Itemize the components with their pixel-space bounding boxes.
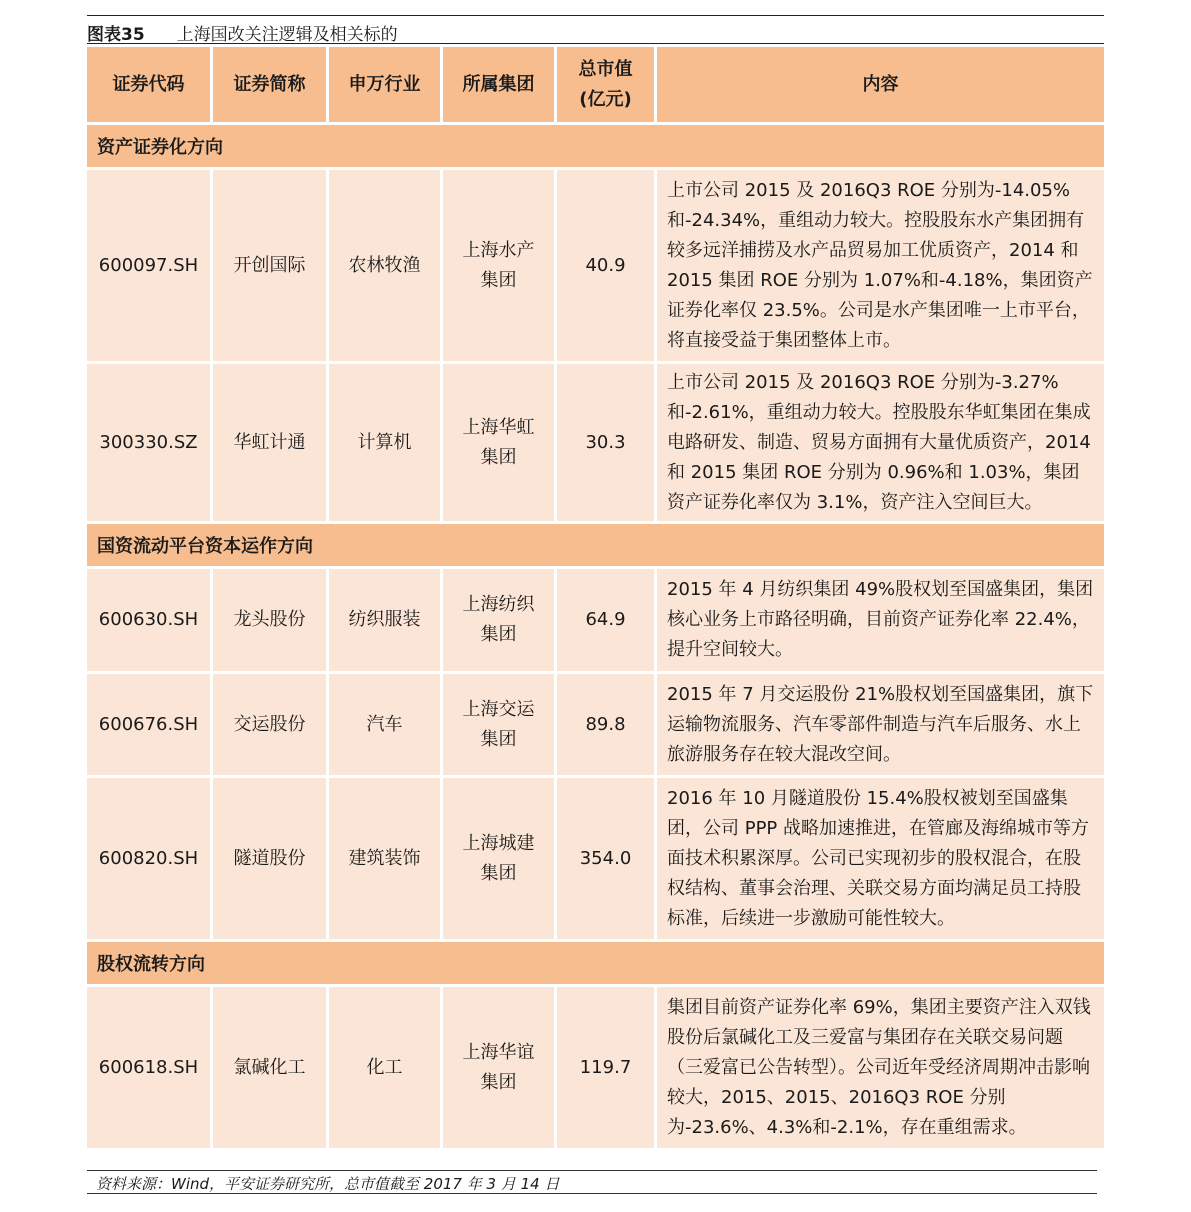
cell-name: 氯碱化工 — [213, 987, 326, 1148]
table-row — [87, 674, 1104, 775]
cell-code: 600820.SH — [87, 778, 210, 939]
header-industry: 申万行业 — [329, 47, 440, 122]
header-code: 证券代码 — [87, 47, 210, 122]
header-mv-line1: 总市值 — [578, 58, 633, 80]
cell-market-value: 64.9 — [557, 569, 654, 671]
group-line1: 上海水产 — [462, 239, 535, 261]
section-title: 资产证券化方向 — [87, 125, 1104, 167]
cell-group — [443, 170, 554, 361]
cell-market-value: 30.3 — [557, 364, 654, 521]
group-line2: 集团 — [480, 446, 517, 468]
table-row — [87, 778, 1104, 939]
table-row — [87, 987, 1104, 1148]
cell-code: 600097.SH — [87, 170, 210, 361]
group-line2: 集团 — [480, 1071, 517, 1093]
top-rule — [87, 15, 1104, 16]
group-line1: 上海华谊 — [462, 1041, 535, 1063]
group-line1: 上海交运 — [462, 698, 535, 720]
cell-name: 开创国际 — [213, 170, 326, 361]
cell-group — [443, 364, 554, 521]
cell-industry: 建筑装饰 — [329, 778, 440, 939]
group-line1: 上海纺织 — [462, 594, 535, 615]
cell-group — [443, 987, 554, 1148]
footnote-rule-top — [87, 1170, 1097, 1171]
cell-content: 2015 年 4 月纺织集团 49%股权划至国盛集团，集团核心业务上市路径明确，目前资产证券化率 22.4%，提升空间较大。 — [657, 569, 1104, 671]
section-title: 国资流动平台资本运作方向 — [87, 524, 1104, 566]
section-row — [87, 524, 1104, 566]
cell-name: 华虹计通 — [213, 364, 326, 521]
cell-market-value: 119.7 — [557, 987, 654, 1148]
group-line2: 集团 — [480, 269, 517, 291]
stock-table — [84, 44, 1107, 1151]
cell-code: 300330.SZ — [87, 364, 210, 521]
cell-name: 隧道股份 — [213, 778, 326, 939]
group-line2: 集团 — [480, 728, 517, 750]
header-name: 证券简称 — [213, 47, 326, 122]
cell-content: 上市公司 2015 及 2016Q3 ROE 分别为-14.05%和-24.34%，重组动力较大。控股股东水产集团拥有较多远洋捕捞及水产品贸易加工优质资产，2014 和 2015 集团 ROE 分别为 1.07%和-4.18%，集团资产证券化率仅 23.5%。公司是水产集团唯一上市平台，将直接受益于集团整体上市。 — [657, 170, 1104, 361]
cell-industry: 汽车 — [329, 674, 440, 775]
cell-industry: 化工 — [329, 987, 440, 1148]
cell-market-value: 40.9 — [557, 170, 654, 361]
section-title: 股权流转方向 — [87, 942, 1104, 984]
section-row — [87, 942, 1104, 984]
cell-content: 2016 年 10 月隧道股份 15.4%股权被划至国盛集团，公司 PPP 战略加速推进，在管廊及海绵城市等方面技术积累深厚。公司已实现初步的股权混合，在股权结构、董事会治理、关联交易方面均满足员工持股标准，后续进一步激励可能性较大。 — [657, 778, 1104, 939]
cell-content: 上市公司 2015 及 2016Q3 ROE 分别为-3.27%和-2.61%，重组动力较大。控股股东华虹集团在集成电路研发、制造、贸易方面拥有大量优质资产，2014 和 2015 集团 ROE 分别为 0.96%和 1.03%，集团资产证券化率仅为 3.1%，资产注入空间巨大。 — [657, 364, 1104, 521]
group-line1: 上海华虹 — [462, 416, 535, 438]
cell-industry: 纺织服装 — [329, 569, 440, 671]
header-content: 内容 — [657, 47, 1104, 122]
cell-industry: 计算机 — [329, 364, 440, 521]
cell-group — [443, 569, 554, 671]
header-group: 所属集团 — [443, 47, 554, 122]
figure-label: 图表35 — [87, 25, 145, 45]
cell-content: 集团目前资产证券化率 69%，集团主要资产注入双钱股份后氯碱化工及三爱富与集团存在关联交易问题（三爱富已公告转型）。公司近年受经济周期冲击影响较大，2015、2015、2016Q3 ROE 分别为-23.6%、4.3%和-2.1%，存在重组需求。 — [657, 987, 1104, 1148]
table-row — [87, 170, 1104, 361]
group-line2: 集团 — [480, 624, 517, 645]
table-row — [87, 569, 1104, 671]
cell-market-value: 354.0 — [557, 778, 654, 939]
cell-content: 2015 年 7 月交运股份 21%股权划至国盛集团，旗下运输物流服务、汽车零部件制造与汽车后服务、水上旅游服务存在较大混改空间。 — [657, 674, 1104, 775]
figure-subtitle: 上海国改关注逻辑及相关标的 — [176, 25, 398, 45]
group-line2: 集团 — [480, 862, 517, 884]
cell-industry: 农林牧渔 — [329, 170, 440, 361]
group-line1: 上海城建 — [462, 832, 535, 854]
table-row — [87, 364, 1104, 521]
cell-group — [443, 674, 554, 775]
cell-name: 龙头股份 — [213, 569, 326, 671]
cell-name: 交运股份 — [213, 674, 326, 775]
header-row — [87, 47, 1104, 122]
cell-group — [443, 778, 554, 939]
header-market-value — [557, 47, 654, 122]
cell-code: 600676.SH — [87, 674, 210, 775]
cell-market-value: 89.8 — [557, 674, 654, 775]
header-mv-line2: (亿元) — [579, 88, 632, 110]
footnote: 资料来源：Wind，平安证券研究所，总市值截至 2017 年 3 月 14 日 — [96, 1175, 560, 1193]
cell-code: 600618.SH — [87, 987, 210, 1148]
section-row — [87, 125, 1104, 167]
footnote-rule-bottom — [87, 1193, 1097, 1194]
cell-code: 600630.SH — [87, 569, 210, 671]
figure-title — [87, 20, 398, 45]
